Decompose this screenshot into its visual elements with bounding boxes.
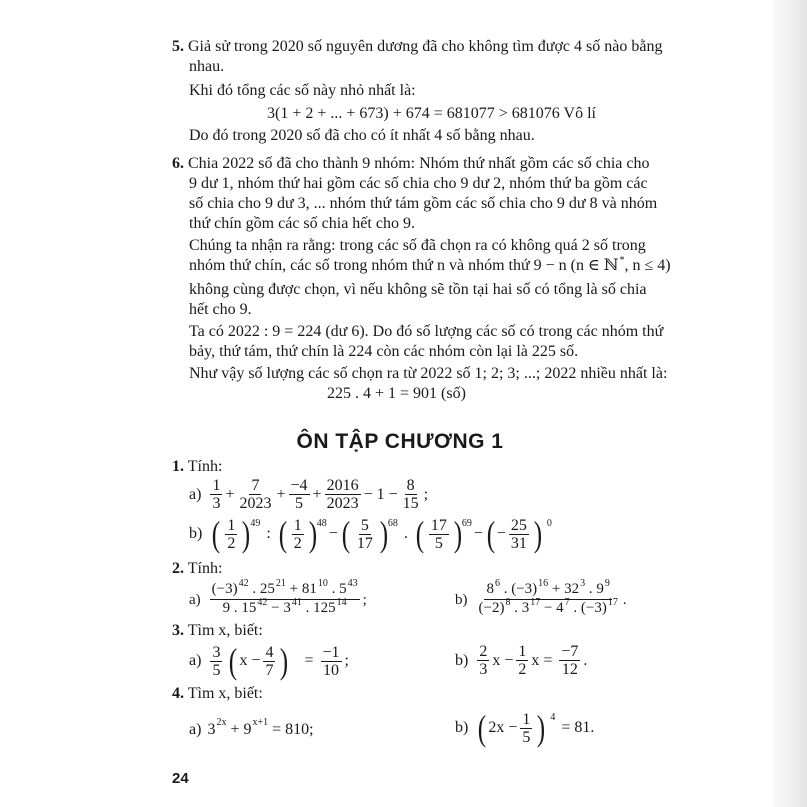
solution-line: 9 dư 1, nhóm thứ hai gồm các số chia cho 9 dư 2, nhóm thứ ba gồm các: [189, 175, 648, 192]
superscript: 42: [238, 578, 249, 589]
parenthesized-group: [340, 514, 398, 554]
right-paren: ): [537, 708, 546, 748]
right-paren: ): [379, 514, 389, 554]
text: Giả sử trong 2020 số nguyên dương đã cho không tìm được 4 số nào bằng: [188, 38, 663, 55]
chapter-title: ÔN TẬP CHƯƠNG 1: [296, 430, 504, 453]
denominator: [263, 662, 275, 679]
math-text: x −: [492, 651, 514, 669]
math-text: . 3: [510, 600, 530, 616]
numerator: [405, 477, 417, 495]
superscript: 43: [347, 578, 358, 589]
parenthesized-group: [485, 514, 552, 554]
solution-line: [172, 154, 671, 174]
math-expression: [474, 643, 587, 678]
parenthesized-group: [210, 514, 261, 554]
page-number: 24: [172, 770, 189, 787]
math-text: 1: [522, 710, 531, 728]
numerator: [520, 711, 532, 729]
math-expression: [207, 578, 367, 618]
numerator: [516, 643, 528, 661]
math-text: −4: [290, 477, 308, 494]
math-text: 17: [430, 516, 447, 534]
math-text: . 9: [585, 581, 604, 597]
fraction: [401, 477, 421, 512]
part-label: b): [455, 719, 469, 736]
solution-line: bảy, thứ tám, thứ chín là 224 còn các nhóm còn lại là 225 số.: [189, 343, 579, 360]
superscript: 10: [317, 578, 328, 589]
math-text: 4: [265, 643, 274, 661]
exercise-1-heading: [172, 457, 222, 477]
math-text: .: [622, 591, 627, 608]
math-text: 8: [406, 477, 415, 494]
item-number: 6.: [172, 155, 184, 172]
fraction: [520, 711, 532, 746]
part-label: b): [455, 651, 469, 669]
solution-line: Như vậy số lượng các số chọn ra từ 2022 số 1; 2; 3; ...; 2022 nhiều nhất là:: [189, 365, 668, 382]
left-paren: (: [278, 514, 287, 554]
math-text: −7: [561, 643, 579, 660]
math-text: 2x −: [488, 719, 518, 736]
solution-line: [172, 37, 662, 57]
exercise-2b: [455, 578, 627, 618]
math-text: :: [262, 525, 275, 542]
item-number: 3.: [172, 622, 184, 639]
text: , n ≤ 4): [624, 257, 671, 274]
denominator: [292, 535, 304, 552]
numerator: [225, 517, 237, 535]
denominator: [325, 495, 361, 512]
exponent: 68: [387, 518, 398, 529]
math-text: 5: [434, 534, 443, 552]
item-number: 1.: [172, 458, 184, 475]
fraction: [477, 643, 489, 678]
exercise-4-heading: [172, 684, 263, 704]
denominator: [477, 597, 620, 618]
math-text: =: [300, 652, 318, 669]
parenthesized-group: [227, 643, 290, 679]
fraction: [429, 517, 449, 552]
part-label: a): [189, 485, 202, 503]
math-text: 7: [265, 661, 274, 679]
part-label: a): [189, 652, 202, 669]
math-text: 7: [251, 477, 260, 494]
solution-line: nhau.: [189, 58, 225, 75]
math-text: 12: [561, 661, 578, 678]
exercise-2-heading: [172, 559, 222, 579]
denominator: [210, 495, 222, 512]
superscript: 3: [580, 578, 586, 589]
solution-5: [172, 37, 662, 146]
fraction: [210, 578, 360, 618]
superscript: 42: [257, 597, 268, 608]
left-paren: (: [341, 514, 351, 554]
math-text: 9 . 15: [222, 600, 257, 616]
superscript: 2x: [216, 717, 227, 728]
solution-line: Khi đó tổng các số này nhỏ nhất là:: [189, 82, 416, 99]
denominator: [321, 662, 341, 679]
fraction: [292, 517, 304, 552]
math-text: ;: [344, 652, 349, 669]
math-text: 5: [212, 661, 221, 679]
equation: 3(1 + 2 + ... + 673) + 674 = 681077 > 681076 Vô lí: [267, 105, 596, 122]
fraction: [321, 644, 342, 679]
numerator: [484, 578, 611, 600]
fraction: [210, 477, 222, 512]
math-text: ;: [362, 591, 367, 608]
superscript: 9: [604, 578, 610, 589]
numerator: [429, 517, 449, 535]
left-paren: (: [212, 514, 221, 554]
math-text: (−2): [478, 600, 505, 616]
math-expression: [208, 514, 552, 554]
right-paren: ): [533, 514, 543, 554]
math-text: . (−3): [499, 581, 538, 597]
math-text: . (−3): [569, 600, 607, 616]
math-text: . 125: [301, 600, 336, 616]
math-text: 1: [212, 477, 221, 494]
denominator: [225, 535, 237, 552]
solution-line: số chia cho 9 dư 3, ... nhóm thứ tám gồm các số chia cho 9 dư 8 và nhóm: [189, 195, 658, 212]
math-text: . 25: [248, 581, 275, 597]
numerator: [325, 477, 361, 495]
solution-line: hết cho 9.: [189, 301, 252, 318]
exercise-4b: [455, 710, 594, 746]
denominator: [560, 661, 580, 678]
right-paren: ): [308, 514, 317, 554]
math-text: 2023: [326, 495, 359, 512]
fraction: [355, 517, 375, 552]
math-text: 3: [212, 495, 221, 512]
numerator: [292, 517, 304, 535]
math-text: + 32: [548, 581, 580, 597]
fraction: [289, 477, 310, 512]
fraction: [325, 477, 361, 512]
solution-line: Ta có 2022 : 9 = 224 (dư 6). Do đó số lượng các số có trong các nhóm thứ: [189, 323, 664, 340]
math-text: = 81.: [557, 719, 595, 736]
numerator: [263, 644, 275, 662]
math-text: 5: [360, 516, 369, 534]
denominator: [509, 535, 529, 552]
numerator: [210, 477, 222, 495]
text: Tính:: [187, 560, 223, 577]
exercise-1b: [189, 514, 552, 554]
denominator: [520, 729, 532, 746]
parenthesized-group: [277, 514, 327, 554]
solution-line: Chúng ta nhận ra rằng: trong các số đã chọn ra có không quá 2 số trong: [189, 237, 646, 254]
solution-line: không cùng được chọn, vì nếu không sẽ tồn tại hai số có tổng là số chia: [189, 281, 647, 298]
item-number: 5.: [172, 38, 184, 55]
superscript: 7: [564, 597, 570, 608]
paren-content: [426, 517, 452, 552]
part-label: b): [189, 525, 203, 542]
left-paren: (: [486, 514, 496, 554]
math-text: +: [312, 485, 322, 503]
math-text: 10: [323, 661, 340, 679]
solution-line: thứ chín gồm các số chia hết cho 9.: [189, 215, 415, 232]
exponent: 4: [550, 712, 556, 723]
text: Chia 2022 số đã cho thành 9 nhóm: Nhóm thứ nhất gồm các số chia cho: [188, 155, 650, 172]
math-text: −: [473, 525, 483, 542]
numerator: [321, 644, 342, 662]
fraction: [237, 477, 273, 512]
math-text: + 81: [285, 581, 317, 597]
paren-content: [352, 517, 378, 552]
denominator: [237, 495, 273, 512]
math-expression: [474, 578, 627, 618]
paren-content: [222, 517, 240, 552]
math-text: 17: [356, 534, 373, 552]
math-text: 31: [510, 534, 527, 552]
fraction: [263, 644, 275, 679]
denominator: [221, 597, 349, 618]
exponent: 69: [461, 518, 472, 529]
math-text: (−3): [211, 581, 238, 597]
parenthesized-group: [476, 708, 556, 748]
math-text: . 5: [327, 581, 347, 597]
superscript: 16: [538, 578, 549, 589]
superscript: 14: [336, 597, 347, 608]
solution-line: Do đó trong 2020 số đã cho có ít nhất 4 số bằng nhau.: [189, 127, 535, 144]
superscript: 21: [275, 578, 286, 589]
exponent: 48: [316, 518, 327, 529]
math-text: 2016: [326, 477, 359, 494]
math-text: −: [496, 525, 506, 542]
math-text: x =: [531, 651, 557, 669]
part-label: a): [189, 721, 202, 738]
text: Tìm x, biết:: [187, 622, 263, 639]
math-text: 2: [479, 643, 488, 660]
left-paren: (: [415, 514, 425, 554]
exponent: 0: [546, 518, 552, 529]
math-text: 1: [518, 643, 527, 660]
exercise-2a: [189, 578, 367, 618]
solution-line: [172, 256, 671, 278]
exercise-3-heading: [172, 621, 263, 641]
exercise-3b: [455, 643, 587, 678]
numerator: [249, 477, 261, 495]
math-text: 3: [212, 643, 221, 661]
denominator: [477, 661, 489, 678]
parenthesized-group: [414, 514, 472, 554]
numerator: [289, 477, 310, 495]
left-paren: (: [229, 641, 238, 681]
text: nhóm thứ chín, các số trong nhóm thứ n và nhóm thứ 9 − n (n ∈ ℕ: [189, 257, 619, 274]
right-paren: ): [280, 641, 289, 681]
exercise-3a: [189, 643, 349, 679]
denominator: [401, 495, 421, 512]
math-text: +: [276, 485, 286, 503]
exponent: 49: [250, 518, 261, 529]
superscript: 17: [530, 597, 541, 608]
exercise-4a: [189, 717, 314, 740]
math-text: −: [328, 525, 338, 542]
right-paren: ): [242, 514, 251, 554]
math-text: − 3: [267, 600, 291, 616]
solution-6: [172, 154, 671, 404]
denominator: [355, 535, 375, 552]
paren-content: [488, 711, 535, 746]
denominator: [516, 661, 528, 678]
superscript: 41: [291, 597, 302, 608]
fraction: [225, 517, 237, 552]
denominator: [293, 495, 305, 512]
superscript: 8: [505, 597, 511, 608]
superscript: *: [619, 255, 625, 266]
math-text: x −: [239, 652, 261, 669]
math-text: .: [399, 525, 412, 542]
numerator: [359, 517, 371, 535]
part-label: b): [455, 591, 468, 608]
math-expression: [474, 710, 594, 746]
paren-content: [289, 517, 307, 552]
denominator: [433, 535, 445, 552]
superscript: x+1: [252, 717, 269, 728]
math-text: 8: [486, 581, 494, 597]
math-text: 5: [295, 495, 304, 512]
math-text: +: [225, 485, 235, 503]
math-text: 25: [510, 516, 527, 534]
math-text: 2023: [239, 495, 272, 512]
math-expression: [207, 643, 349, 679]
math-text: − 4: [540, 600, 564, 616]
math-text: 15: [402, 495, 419, 512]
equation: 225 . 4 + 1 = 901 (số): [327, 385, 466, 402]
fraction: [210, 644, 222, 679]
fraction: [509, 517, 529, 552]
fraction: [516, 643, 528, 678]
page-edge-shadow: [772, 0, 807, 807]
math-text: −1: [322, 643, 340, 661]
superscript: 6: [494, 578, 500, 589]
math-text: ;: [423, 485, 429, 503]
numerator: [559, 643, 580, 661]
superscript: 17: [607, 597, 618, 608]
numerator: [509, 517, 529, 535]
paren-content: [239, 644, 278, 679]
text: Tìm x, biết:: [187, 685, 263, 702]
math-text: = 810;: [268, 721, 314, 738]
part-label: a): [189, 591, 201, 608]
math-text: 2: [293, 534, 302, 552]
math-text: 1: [227, 516, 236, 534]
text: Tính:: [187, 458, 223, 475]
math-expression: [207, 717, 314, 740]
math-text: 5: [522, 728, 531, 746]
item-number: 4.: [172, 685, 184, 702]
math-expression: [207, 477, 428, 512]
item-number: 2.: [172, 560, 184, 577]
denominator: [210, 662, 222, 679]
fraction: [477, 578, 620, 618]
exercise-1a: [189, 477, 428, 512]
math-text: − 1 −: [363, 485, 398, 503]
math-text: 3: [479, 661, 488, 678]
math-text: 2: [518, 661, 527, 678]
math-text: .: [583, 651, 588, 669]
numerator: [477, 643, 489, 661]
math-text: + 9: [226, 721, 252, 738]
math-text: 2: [227, 534, 236, 552]
left-paren: (: [478, 708, 487, 748]
numerator: [210, 644, 222, 662]
paren-content: [497, 517, 532, 552]
right-paren: ): [453, 514, 463, 554]
math-text: 3: [207, 721, 216, 738]
math-text: 1: [293, 516, 302, 534]
fraction: [559, 643, 580, 678]
